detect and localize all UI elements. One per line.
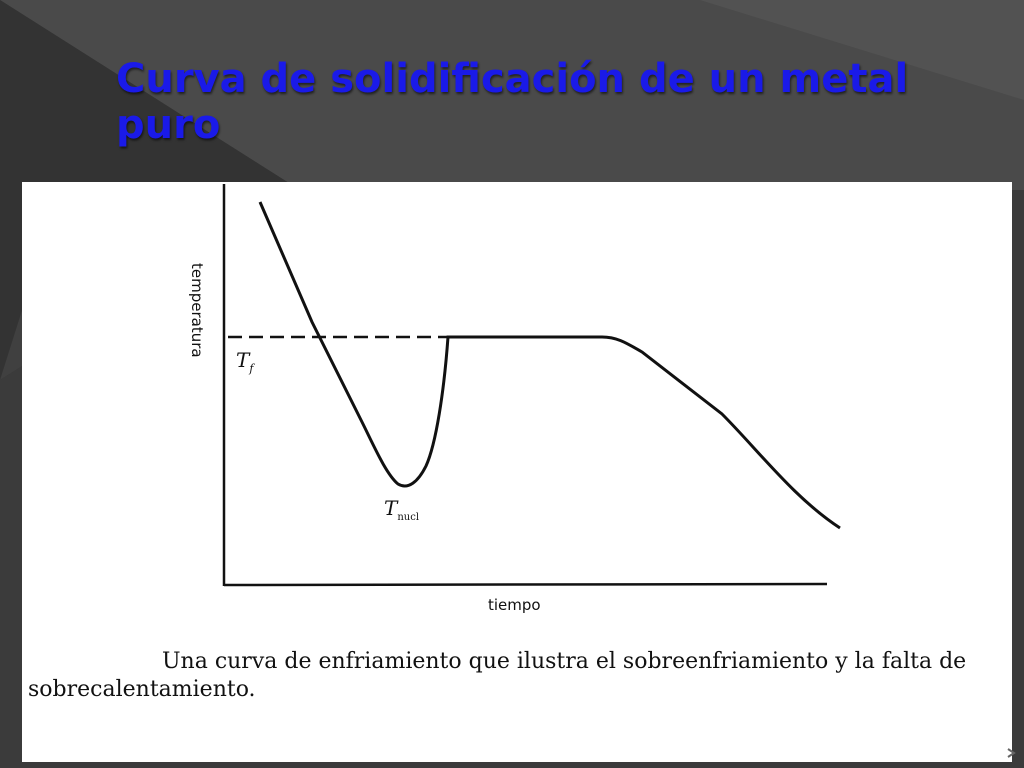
figure-caption: Una curva de enfriamiento que ilustra el sobreenfriamiento y la falta de sobrecalentamiento. <box>28 649 967 702</box>
tnucl-label <box>384 496 419 523</box>
tnucl-label-sub: nucl <box>397 512 420 523</box>
figure-panel <box>22 182 1012 762</box>
chevron-right-icon[interactable] <box>1006 748 1016 758</box>
cooling-curve <box>260 202 840 528</box>
x-axis <box>224 584 827 585</box>
slide-title: Curva de solidificación de un metal puro <box>116 56 909 148</box>
tf-label-sub: f <box>249 362 254 375</box>
figure-caption-wrap <box>28 648 998 704</box>
tf-label-main: T <box>236 348 250 372</box>
y-axis-label-wrap <box>188 263 208 358</box>
tnucl-label-main: T <box>384 496 398 520</box>
x-axis-label: tiempo <box>488 596 541 614</box>
y-axis-label: temperatura <box>188 263 206 358</box>
tf-label <box>236 348 253 375</box>
